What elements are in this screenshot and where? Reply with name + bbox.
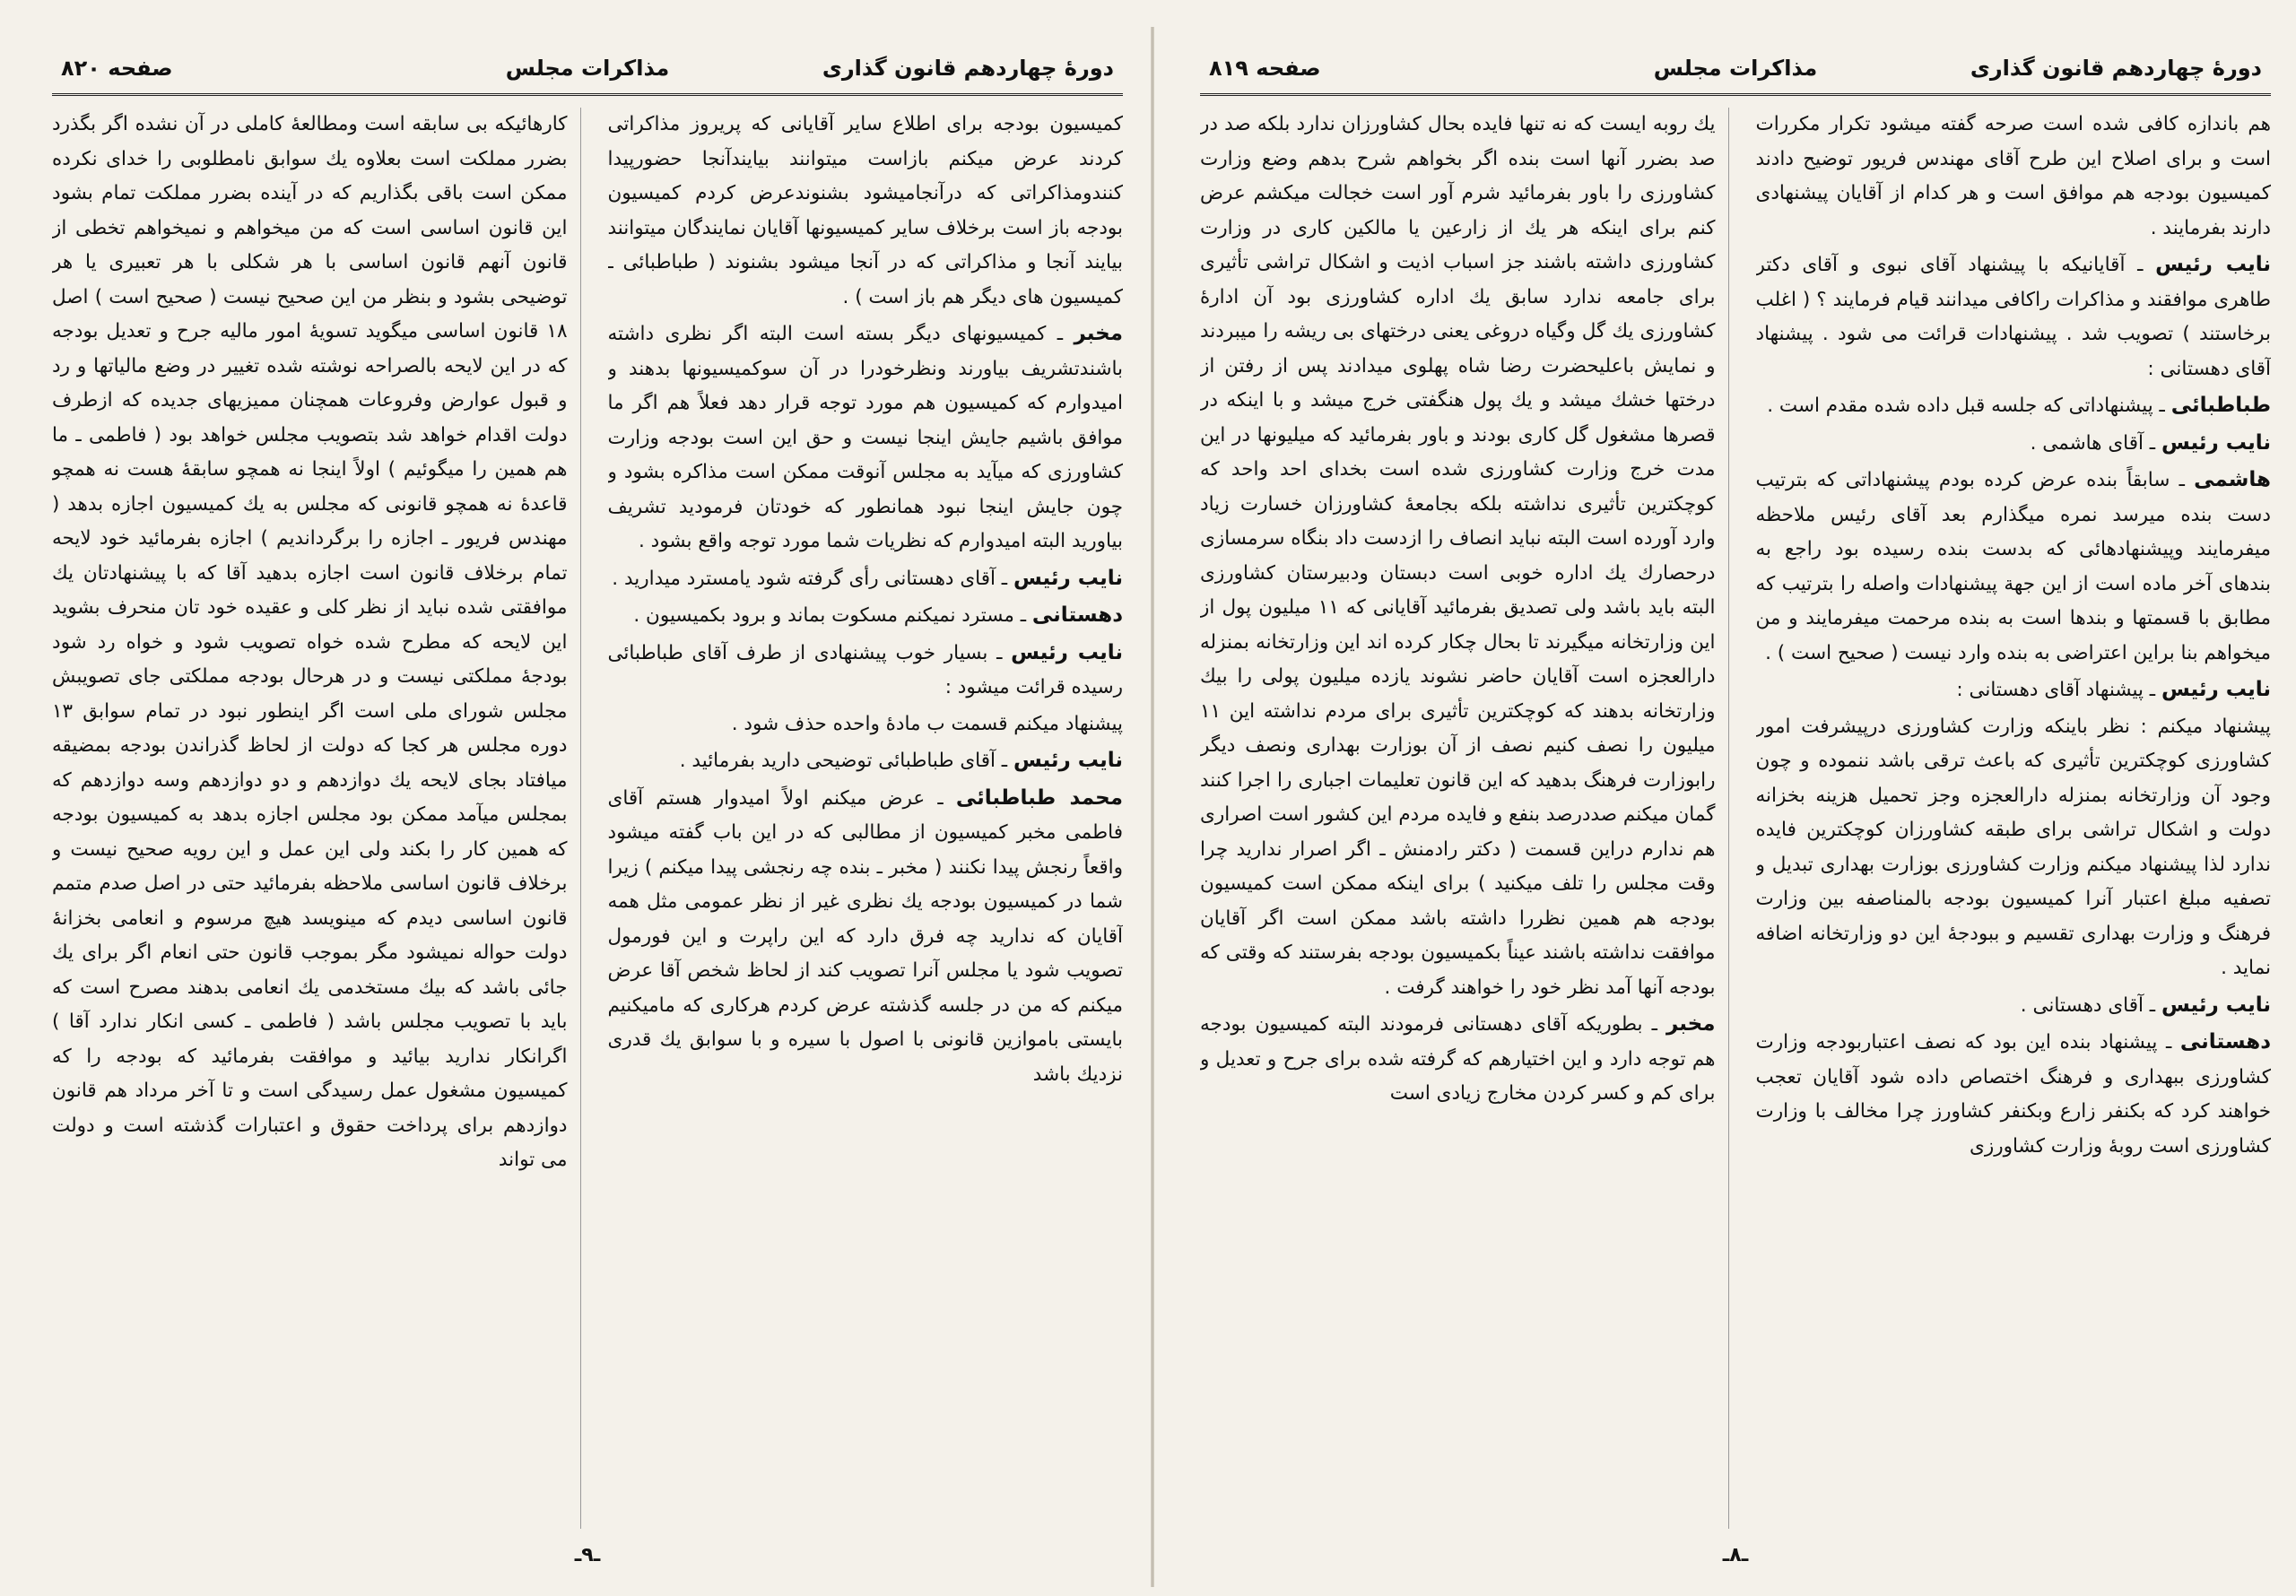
paragraph-text: ـ کمیسیونهای دیگر بسته است البته اگر نظری داشته باشندتشریف بیاورند ونظرخودرا در آن سوکمیسیونها بدهند و امیدوارم که کمیسیون هم مورد توجه قرار دهد فعلاً هم اگر ما موافق باشیم جایش اینجا نیست و حق این است بودجه وزارت کشاورزی که میآید به مجلس آنوقت ممکن است مذاکره بشود و چون جایش اینجا نبود همانطور که خودتان فرمودید تشریف بیاورید البته امیدوارم که نظریات شما مورد توجه واقع بشود . [607,323,1123,552]
page-footer-number: ـ۹ـ [574,1544,601,1566]
page-body [52,108,1123,1529]
paragraph [608,561,1124,597]
paragraph-text: ـ آقایانیکه با پیشنهاد آقای نبوی و آقای دکتر طاهری موافقند و مذاکرات راکافی میدانند قیام فرمایند ؟ ( اغلب برخاستند ) تصویب شد . پیشنهادات قرائت می شود . پیشنهاد آقای دهستانی : [1755,254,2271,380]
paragraph [608,636,1124,706]
paragraph [1756,388,2272,424]
paragraph [608,743,1124,779]
paragraph [608,317,1124,559]
paragraph-text: ـ آقای هاشمی . [2030,431,2156,455]
text-column-right [1756,108,2272,1529]
paragraph-text: ـ آقای دهستانی . [2020,993,2156,1017]
paragraph-text: ـ سابقاً بنده عرض کرده بودم پیشنهاداتی که بترتیب دست بنده میرسد نمره میگذارم بعد آقای رئیس ملاحظه میفرمایند وپیشنهادهائی که بدست بنده رسیده بود راجع به بندهای آخر ماده است از این جهة پیشنهادات واصله را بترتیب که مطابق با قسمتها و بندها است به بنده مرحمت میفرمایند و من میخواهم بنا براین اعتراضی به بنده وارد نیست ( صحیح است ) . [1755,469,2271,664]
running-title: مذاکرات مجلس [1653,56,1818,81]
paragraph-text: ـ پیشنهاد آقای دهستانی : [1956,679,2156,701]
page-header [52,47,1123,96]
paragraph-text: ـ مسترد نمیکنم مسکوت بماند و برود بکمیسیون . [633,604,1027,627]
paragraph [1756,710,2272,986]
page-number-label: صفحه ۸۲۰ [61,56,173,81]
paragraph [1756,672,2272,708]
session-title: دورهٔ چهاردهم قانون گذاری [822,56,1114,81]
speaker-name: طباطبائی [2170,394,2271,417]
speaker-name: نایب رئیس [2155,253,2271,276]
paragraph [1756,463,2272,671]
paragraph-text: کارهائیکه بی سابقه است ومطالعهٔ کاملی در آن نشده اگر بگذرد بضرر مملکت است بعلاوه یك سوابق نامطلوبی را خدای نکرده ممکن است باقی بگذاریم که در آینده بضرر مملکت تمام بشود این قانون اساسی است که من میخواهم و نمیخواهم تخطی از قانون آنهم قانون اساسی با هر شکلی با هر تعبیری یا هر توضیحی بشود و بنظر من این صحیح نیست ( صحیح است ) اصل ۱۸ قانون اساسی میگوید تسویهٔ امور مالیه جرح و تعدیل بودجه که در این لایحه بالصراحه نوشته شده تغییر در وضع مالیاتها و رد و قبول عوارض وفروعات همچنان ممیزیهای جدیده که ازطرف دولت اقدام خواهد شد بتصویب مجلس خواهد بود ( فاطمی ـ ما هم همین را میگوئیم ) اولاً اینجا نه همچو سابقهٔ هست نه همچو قاعدهٔ نه همچو قانونی که مجلس به یك کمیسیون اجازه بدهد ( مهندس فریور ـ اجازه را برگرداندیم ) اجازه بفرمائید خود لایحه تمام برخلاف قانون است اجازه بدهید آقا که با پیشنهادتان یك موافقتی شده نباید از نظر کلی و عقیده خود تان منحرف بشوید این لایحه که مطرح شده خواه تصویب شود و خواه رد شود بودجهٔ مملکتی نیست و در هرحال بودجه مملکتی جای تصویبش مجلس شورای ملی است اگر اینطور نبود در تمام سوابق ۱۳ دوره مجلس هر کجا که دولت از لحاظ گذراندن بودجه بمضیقه میافتاد بجای لایحه یك دوازدهم و دو دوازدهم وسه دوازدهم که بمجلس میآمد ممکن بود مجلس اجازه بدهد به کمیسیون بودجه که همین کار را بکند ولی این عمل و این رویه صحیح نیست و برخلاف قانون اساسی ملاحظه بفرمائید حتی در اصل صدم متمم قانون اساسی دیدم که مینویسد هیچ مرسوم و انعامی بخزانهٔ دولت حواله نمیشود مگر بموجب قانون حتی انعام اگر برای یك جائی باشد که بیك مستخدمی یك انعامی بدهند مصرح است که باید با تصویب مجلس باشد ( فاطمی ـ کسی انکار ندارد آقا ) اگرانکار ندارید بیائید و موافقت بفرمائید که بودجه را که کمیسیون مشغول عمل رسیدگی است و تا آخر مرداد هم قانون دوازدهم برای پرداخت حقوق و اعتبارات گذشته است و دولت می تواند [52,113,568,1171]
text-column-right [608,108,1124,1529]
paragraph-text: هم باندازه کافی شده است صرحه گفته میشود تکرار مکررات است و برای اصلاح این طرح آقای مهندس فریور توضیح دادند کمیسیون بودجه هم موافق است و هر کدام از آقایان پیشنهادی دارند بفرمایند . [1755,113,2271,239]
speaker-name: نایب رئیس [2161,678,2271,701]
paragraph [608,108,1124,315]
page-header [1200,47,2271,96]
paragraph [608,707,1124,742]
running-title: مذاکرات مجلس [505,56,670,81]
speaker-name: نایب رئیس [1013,749,1123,772]
paragraph-text: ـ عرض میکنم اولاً امیدوار هستم آقای فاطمی مخبر کمیسیون از مطالبی که در این باب گفته میشود واقعاً رنجش پیدا نکنند ( مخبر ـ بنده چه رنجشی پیدا میکنم ) زیرا شما در کمیسیون بودجه یك نظری غیر از نظر عمومی مثل همه آقایان که ندارید چه فرق دارد که این راپرت و این فورمول تصویب شود یا مجلس آنرا تصویب کند از لحاظ شخص آقا عرض میکنم که من در جلسه گذشته عرض کردم هرکاری که مامیکنیم بایستی باموازین قانونی با اصول با سیره و با سوابق یك قدری نزدیك باشد [607,786,1123,1086]
text-column-left [52,108,581,1529]
paragraph [1756,108,2272,246]
paragraph-text: ـ آقای طباطبائی توضیحی دارید بفرمائید . [679,750,1008,772]
paragraph [1756,247,2272,386]
speaker-name: نایب رئیس [1011,640,1123,664]
paragraph [1756,426,2272,462]
speaker-name: مخبر [1665,1012,1716,1036]
book-gutter [1151,27,1154,1587]
text-column-left [1200,108,1729,1529]
paragraph [1200,1007,1716,1112]
paragraph-text: پیشنهاد میکنم قسمت ب مادهٔ واحده حذف شود . [731,712,1123,735]
paragraph-text: یك روبه ایست که نه تنها فایده بحال کشاورزان ندارد بلکه صد در صد بضرر آنها است بنده اگر بخواهم شرح بدهم وضع وزارت کشاورزی را باور بفرمائید شرم آور است خجالت میکشم عرض کنم برای اینکه هر یك از زارعین یا مالکین کاری در وزارت کشاورزی داشته باشند جز اسباب اذیت و اشکال تراشی تأثیری برای جامعه ندارد سابق یك اداره کشاورزی بود آن ادارهٔ کشاورزی یك گل وگیاه دروغی یعنی درختهای بی ریشه را میبردند و نمایش باعلیحضرت رضا شاه پهلوی میدادند پس از رفتن از درختها خشك میشد و یك پول هنگفتی خرج میشد و با اینکه در قصرها مشغول گل کاری بودند و باور بفرمائید که میلیونها در این مدت خرج وزارت کشاورزی شده است بخدای احد واحد که کوچکترین تأثیری نداشته بلکه بجامعهٔ کشاورزان خسارت زیاد وارد آورده است البته نباید انصاف را ازدست داد بنگاه سرمسازی درحصارك یك اداره خوبی است دبستان ودبیرستان کشاورزی البته باید باشد ولی تصدیق بفرمائید آقایانی که ۱۱ میلیون پول از این وزارتخانه میگیرند تا بحال چکار کرده اند این وزارتخانه بمنزله دارالعجزه است آقایان حاضر نشوند یازده میلیون پولی را بیك وزارتخانه بدهند که کوچکترین تأثیری برای مردم نداشته این ۱۱ میلیون را نصف کنیم نصف از آن بوزارت بهداری ونصف دیگر رابوزارت فرهنگ بدهید که این قانون تعلیمات اجباری را اجرا کنند گمان میکنم صددرصد بنفع و فایده مردم این کشور است اصراری هم ندارم دراین قسمت ( دکتر رادمنش ـ اگر اصرار ندارید چرا وقت مجلس را تلف میکنید ) برای اینکه ممکن است کمیسیون بودجه هم همین نظررا داشته باشد ممکن است اگر آقایان موافقت نداشته باشند عیناً بکمیسیون بودجه بفرستند که وقتی که بودجه آنها آمد نظر خود را خواهند گرفت . [1200,113,1716,999]
paragraph-text: ـ بسیار خوب پیشنهادی از طرف آقای طباطبائی رسیده قرائت میشود : [607,641,1123,698]
session-title: دورهٔ چهاردهم قانون گذاری [1970,56,2262,81]
paragraph [1756,1025,2272,1164]
speaker-name: مخبر [1074,322,1123,345]
paragraph [1200,108,1716,1005]
paragraph [52,108,568,1178]
page-number-label: صفحه ۸۱۹ [1209,56,1321,81]
paragraph-text: ـ بطوریکه آقای دهستانی فرمودند البته کمیسیون بودجه هم توجه دارد و این اختیارهم که گرفته شده برای جرح و تعدیل و برای کم و کسر کردن مخارج زیادی است [1200,1013,1716,1105]
speaker-name: نایب رئیس [2161,993,2271,1017]
speaker-name: دهستانی [2179,1030,2271,1054]
page-820 [36,36,1139,1574]
paragraph-text: کمیسیون بودجه برای اطلاع سایر آقایانی که پریروز مذاکراتی کردند عرض میکنم بازاست میتوانند بیایندآنجا حضورپیدا کنندومذاکراتی که درآنجامیشود بشنوندعرض کردم کمیسیون بودجه باز است برخلاف سایر کمیسیونها آقایان نمایندگان میتوانند بیایند آنجا و مذاکراتی که در آنجا میشود بشنوند ( طباطبائی ـ کمیسیون های دیگر هم باز است ) . [607,113,1123,308]
paragraph [608,598,1124,634]
paragraph-text: ـ پیشنهاد بنده این بود که نصف اعتباربودجه وزارت کشاورزی ببهداری و فرهنگ اختصاص داده شود آقایان تعجب خواهند کرد که بکنفر زارع وبکنفر کشاورز چرا مخالف با وزارت کشاورزی است روبهٔ وزارت کشاورزی [1755,1031,2271,1158]
paragraph [608,781,1124,1093]
page-819 [1184,36,2287,1574]
speaker-name: دهستانی [1031,603,1123,627]
paragraph-text: ـ پیشنهاداتی که جلسه قبل داده شده مقدم است . [1767,395,2165,417]
paragraph-text: پیشنهاد میکنم : نظر باینکه وزارت کشاورزی درپیشرفت امور کشاورزی کوچکترین تأثیری که باعث ترقی باشد ننموده و چون وجود آن وزارتخانه بمنزله دارالعجزه وجز تحمیل هزینه بخزانه دولت و اشکال تراشی برای طبقه کشاورزان کوچکترین فایده ندارد لذا پیشنهاد میکنم وزارت کشاورزی بوزارت بهداری تبدیل و تصفیه مبلغ اعتبار آنرا کمیسیون بودجه بالمناصفه بین وزارت فرهنگ و وزارت بهداری تقسیم و ببودجهٔ این دو وزارتخانه اضافه نماید . [1755,715,2271,979]
speaker-name: هاشمی [2194,468,2271,491]
page-footer-number: ـ۸ـ [1722,1544,1749,1566]
speaker-name: نایب رئیس [2161,430,2271,455]
speaker-name: محمد طباطبائی [955,785,1123,810]
paragraph [1756,988,2272,1024]
speaker-name: نایب رئیس [1013,566,1123,590]
paragraph-text: ـ آقای دهستانی رأی گرفته شود یامسترد میدارید . [612,567,1008,590]
page-body [1200,108,2271,1529]
